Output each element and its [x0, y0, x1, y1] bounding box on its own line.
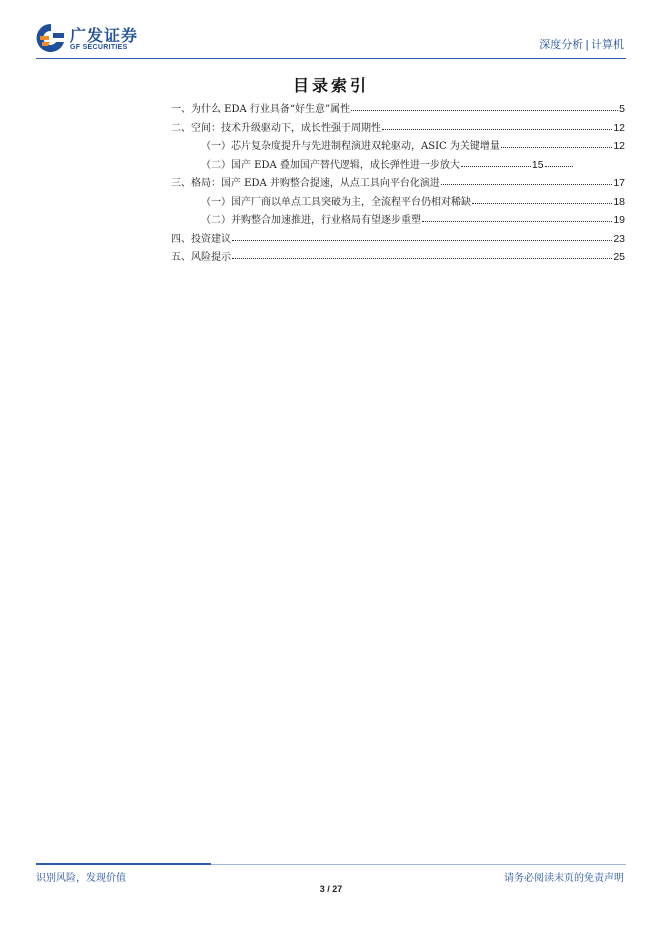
toc-entry[interactable]	[171, 137, 625, 156]
footer-slogan: 识别风险，发现价值	[36, 873, 126, 884]
toc-entry[interactable]	[171, 193, 625, 212]
table-of-contents	[171, 100, 625, 267]
toc-entry-text: 二、空间：技术升级驱动下，成长性强于周期性	[171, 122, 381, 134]
toc-entry[interactable]	[171, 100, 625, 119]
toc-entry-text: 四、投资建议	[171, 233, 231, 245]
toc-entry-text: （一）芯片复杂度提升与先进制程演进双轮驱动，ASIC 为关键增量	[201, 141, 500, 152]
toc-entry[interactable]	[171, 119, 625, 138]
toc-entry-page: 12	[613, 121, 625, 134]
toc-entry-text: （一）国产厂商以单点工具突破为主，全流程平台仍相对稀缺	[201, 196, 471, 208]
toc-leader-dots	[472, 195, 612, 205]
toc-entry[interactable]	[171, 248, 625, 267]
toc-entry-text: （二）并购整合加速推进，行业格局有望逐步重塑	[201, 215, 421, 226]
company-logo	[36, 22, 146, 56]
toc-leader-dots	[441, 176, 612, 186]
toc-entry-page: 5	[619, 103, 625, 115]
toc-entry-page: 25	[613, 251, 625, 263]
toc-entry-page: 12	[613, 140, 625, 152]
toc-entry-text: （二）国产 EDA 叠加国产替代逻辑，成长弹性进一步放大	[201, 159, 460, 171]
header-separator: |	[585, 38, 589, 51]
toc-entry[interactable]	[171, 174, 625, 193]
toc-leader-dots	[382, 121, 612, 131]
toc-entry[interactable]	[171, 211, 625, 230]
page-number: 3 / 27	[319, 884, 343, 894]
toc-entry[interactable]	[171, 230, 625, 249]
toc-entry[interactable]	[171, 156, 625, 175]
logo-text-cn: 广发证券	[70, 26, 139, 45]
industry-label: 计算机	[591, 38, 624, 51]
toc-entry-text: 三、格局：国产 EDA 并购整合提速，从点工具向平台化演进	[171, 178, 440, 189]
report-category	[539, 36, 624, 52]
toc-leader-dots	[461, 158, 531, 168]
toc-entry-page: 17	[613, 177, 625, 189]
toc-entry-text: 五、风险提示	[171, 252, 231, 263]
toc-entry-page: 23	[613, 232, 625, 245]
toc-leader-dots	[232, 232, 612, 242]
toc-entry-text: 一、为什么 EDA 行业具备“好生意”属性	[171, 104, 351, 115]
toc-leader-dots	[351, 102, 618, 112]
header-divider	[36, 58, 626, 59]
logo-text-en: GF SECURITIES	[70, 44, 128, 51]
toc-entry-page: 15	[531, 158, 544, 171]
toc-leader-dots	[232, 250, 612, 260]
toc-leader-dots	[422, 213, 612, 223]
report-type: 深度分析	[539, 38, 584, 51]
toc-trailing-dots	[545, 158, 573, 168]
footer-divider-accent	[36, 863, 211, 865]
toc-leader-dots	[501, 139, 612, 149]
footer-disclaimer: 请务必阅读末页的免责声明	[504, 873, 624, 884]
toc-entry-page: 18	[613, 195, 625, 208]
toc-entry-page: 19	[613, 214, 625, 226]
gf-logo-icon	[36, 22, 66, 54]
toc-title: 目录索引	[292, 76, 369, 95]
